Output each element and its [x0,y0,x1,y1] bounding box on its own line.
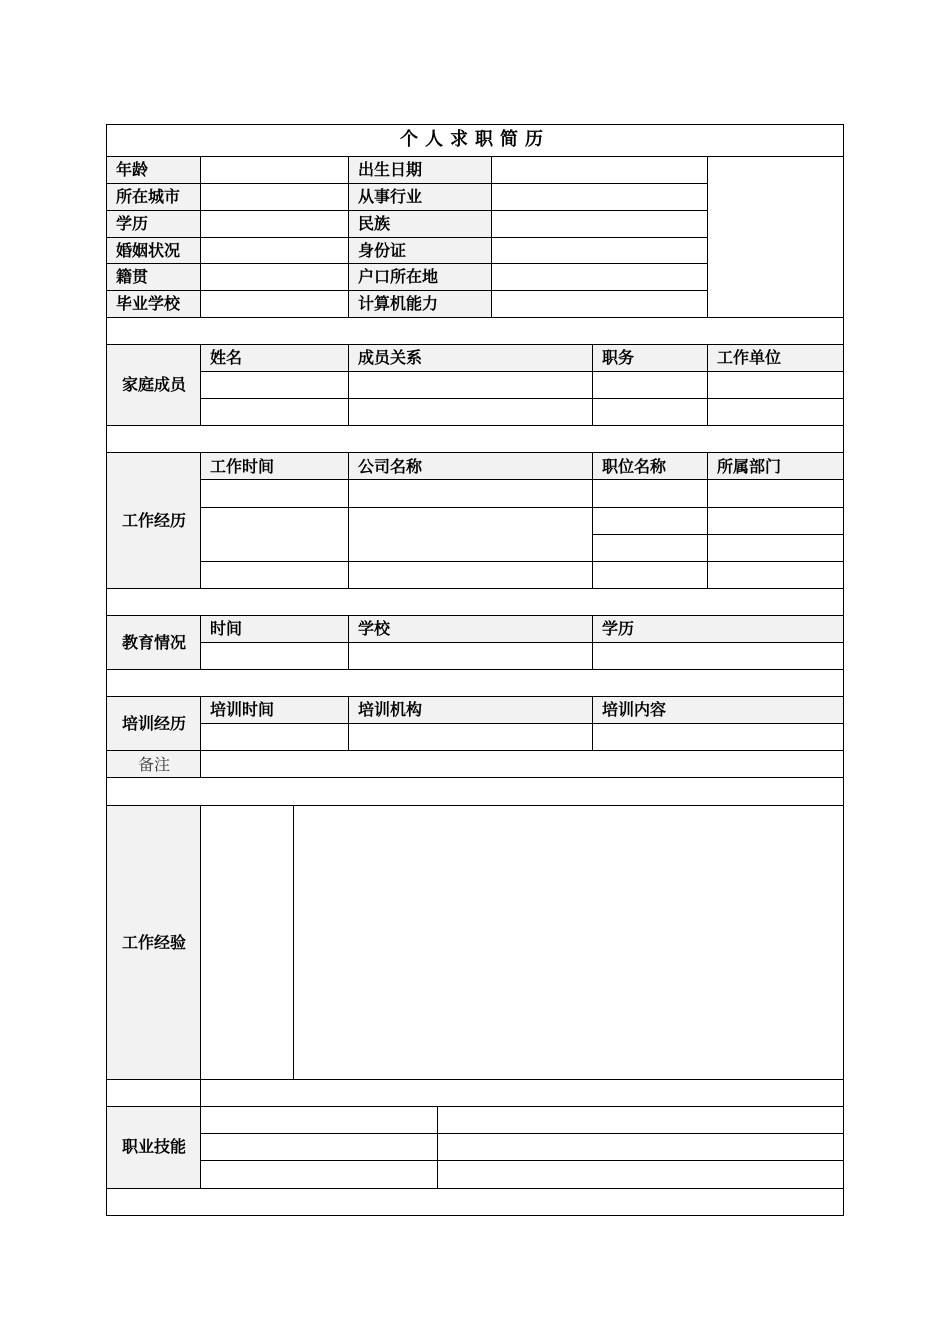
family-header-name: 姓名 [210,348,243,367]
label-education: 学历 [116,214,149,233]
rule [200,371,844,372]
section-education: 教育情况 [121,633,186,652]
ethnicity-field[interactable] [492,211,707,237]
rule [106,1079,844,1080]
rule [592,344,593,426]
rule [106,777,844,778]
rule [348,344,349,426]
border-left [106,124,107,1216]
rule [200,479,844,480]
training-header-bg [201,696,843,723]
rule [592,615,593,670]
industry-field[interactable] [492,184,707,210]
id-card-field[interactable] [492,238,707,263]
family-header-employer: 工作单位 [717,348,782,367]
rule [106,615,844,616]
rule [200,1133,844,1134]
section-work-history: 工作经历 [121,511,186,530]
rule [200,642,844,643]
rule [348,615,349,670]
rule [348,696,349,751]
border-bottom [106,1215,844,1216]
label-id-card: 身份证 [358,241,407,260]
label-industry: 从事行业 [358,187,423,206]
section-work-experience: 工作经验 [121,933,186,952]
rule [106,452,844,453]
remarks-field[interactable] [201,751,843,777]
rule [592,696,593,751]
page-title: 个人求职简历 [400,129,550,150]
label-remarks: 备注 [137,755,170,774]
rule [200,723,844,724]
city-field[interactable] [201,184,348,210]
rule [348,452,349,589]
work-header-title: 职位名称 [602,457,667,476]
rule [200,398,844,399]
border-right [843,124,844,1216]
rule [200,561,844,562]
education-field[interactable] [201,211,348,237]
label-marital-status: 婚姻状况 [116,241,181,260]
work-header-company: 公司名称 [358,457,423,476]
section-skills: 职业技能 [121,1137,186,1156]
rule [106,1106,844,1107]
edu-header-school: 学校 [358,619,391,638]
rule [200,1160,844,1161]
edu-header-time: 时间 [210,619,243,638]
rule [348,156,349,318]
rule [106,344,844,345]
rule [106,317,844,318]
rule [106,588,844,589]
age-field[interactable] [201,157,348,183]
rule [707,344,708,426]
section-training: 培训经历 [121,714,186,733]
rule [106,1188,844,1189]
label-hukou: 户口所在地 [358,267,439,286]
work-experience-field[interactable] [294,806,843,1079]
photo-area[interactable] [708,157,843,317]
native-place-field[interactable] [201,264,348,290]
label-birth-date: 出生日期 [358,160,423,179]
work-header-time: 工作时间 [210,457,275,476]
rule [200,507,844,508]
rule [707,452,708,589]
marital-status-field[interactable] [201,238,348,263]
graduate-school-field[interactable] [201,291,348,317]
family-header-position: 职务 [602,348,635,367]
education-header-bg [201,615,843,642]
edu-header-degree: 学历 [602,619,635,638]
rule [200,805,201,1107]
label-computer-skill: 计算机能力 [358,294,439,313]
label-graduate-school: 毕业学校 [116,294,181,313]
computer-skill-field[interactable] [492,291,707,317]
label-city: 所在城市 [116,187,181,206]
label-age: 年龄 [116,160,149,179]
hukou-field[interactable] [492,264,707,290]
label-ethnicity: 民族 [358,214,391,233]
section-family: 家庭成员 [121,375,186,394]
rule [106,425,844,426]
rule [437,1106,438,1189]
border-top [106,124,844,125]
work-header-department: 所属部门 [717,457,782,476]
rule [106,696,844,697]
birth-date-field[interactable] [492,157,707,183]
training-header-institution: 培训机构 [358,700,423,719]
rule [592,452,593,589]
label-native-place: 籍贯 [116,267,149,286]
family-header-relation: 成员关系 [358,348,423,367]
training-header-content: 培训内容 [602,700,667,719]
rule [592,534,844,535]
training-header-time: 培训时间 [210,700,275,719]
rule [106,669,844,670]
